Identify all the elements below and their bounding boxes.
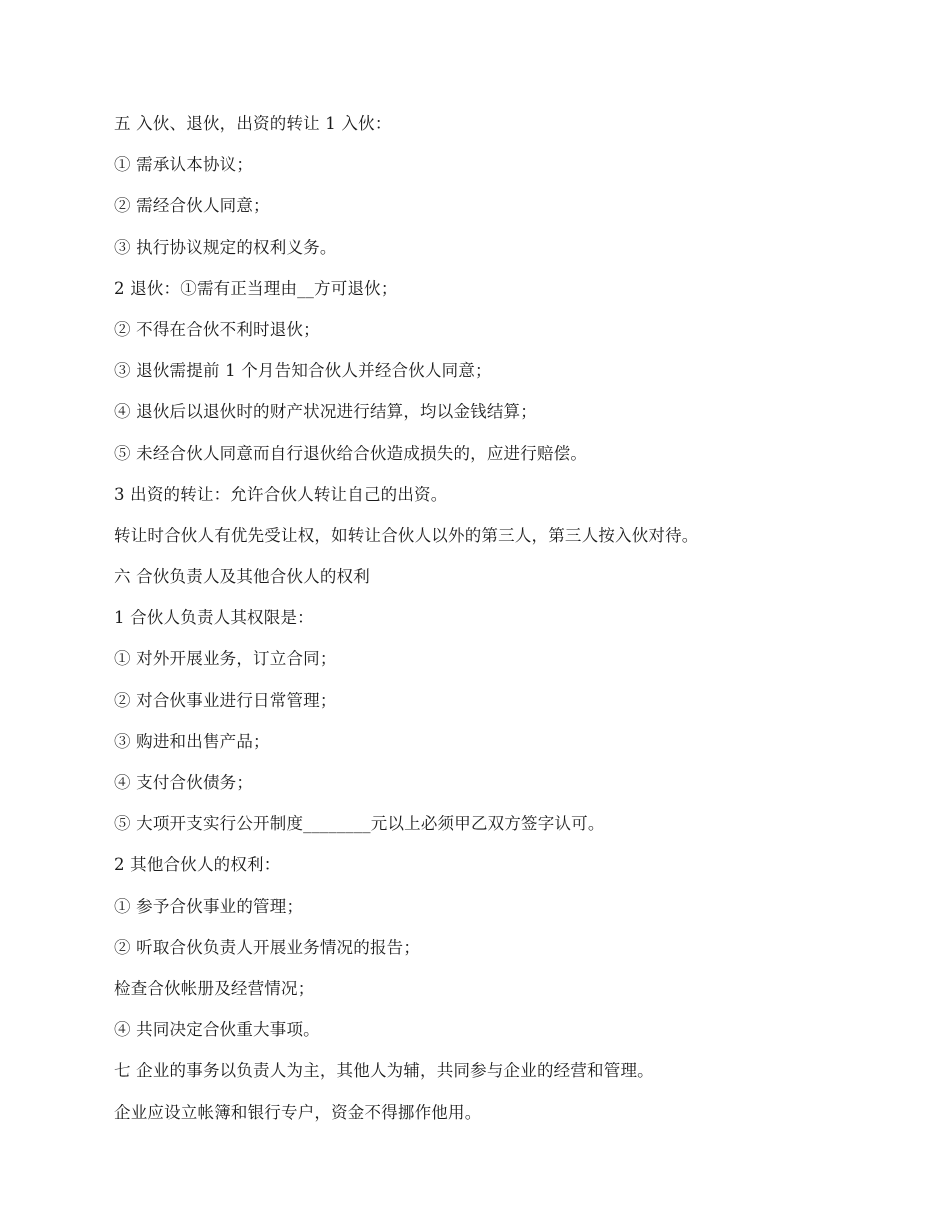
paragraph-line: ① 对外开展业务，订立合同； [114,649,337,669]
section-heading-7: 七 企业的事务以负责人为主，其他人为辅，共同参与企业的经营和管理。 [114,1061,654,1081]
paragraph-line: ① 参予合伙事业的管理； [114,896,304,916]
paragraph-line: 企业应设立帐簿和银行专户，资金不得挪作他用。 [114,1102,482,1122]
section-heading-5: 五 入伙、退伙，出资的转让 1 入伙： [114,114,392,133]
section-heading-6: 六 合伙负责人及其他合伙人的权利 [114,567,370,587]
paragraph-line: ② 听取合伙负责人开展业务情况的报告； [114,937,421,957]
document-body [114,110,894,1140]
paragraph-line: ② 不得在合伙不利时退伙； [114,319,320,339]
paragraph-line: 转让时合伙人有优先受让权，如转让合伙人以外的第三人，第三人按入伙对待。 [114,525,699,545]
paragraph-line: ⑤ 未经合伙人同意而自行退伙给合伙造成损失的，应进行赔偿。 [114,443,588,463]
paragraph-line: 3 出资的转让：允许合伙人转让自己的出资。 [114,484,448,504]
paragraph-line: 检查合伙帐册及经营情况； [114,978,315,998]
paragraph-line: ④ 共同决定合伙重大事项。 [114,1020,320,1040]
paragraph-line: ① 需承认本协议； [114,155,254,175]
paragraph-line: ③ 执行协议规定的权利义务。 [114,237,337,257]
paragraph-line: ② 对合伙事业进行日常管理； [114,690,337,710]
paragraph-line: ④ 支付合伙债务； [114,773,254,792]
paragraph-line: ④ 退伙后以退伙时的财产状况进行结算，均以金钱结算； [114,402,537,422]
paragraph-line: 1 合伙人负责人其权限是： [114,608,314,628]
paragraph-line: ② 需经合伙人同意； [114,196,270,216]
paragraph-line: ③ 购进和出售产品； [114,731,270,751]
paragraph-line: 2 其他合伙人的权利： [114,855,281,875]
paragraph-line: ③ 退伙需提前 1 个月告知合伙人并经合伙人同意； [114,361,492,381]
paragraph-line: ⑤ 大项开支实行公开制度________元以上必须甲乙双方签字认可。 [114,814,605,834]
paragraph-line: 2 退伙：①需有正当理由__方可退伙； [114,278,398,298]
